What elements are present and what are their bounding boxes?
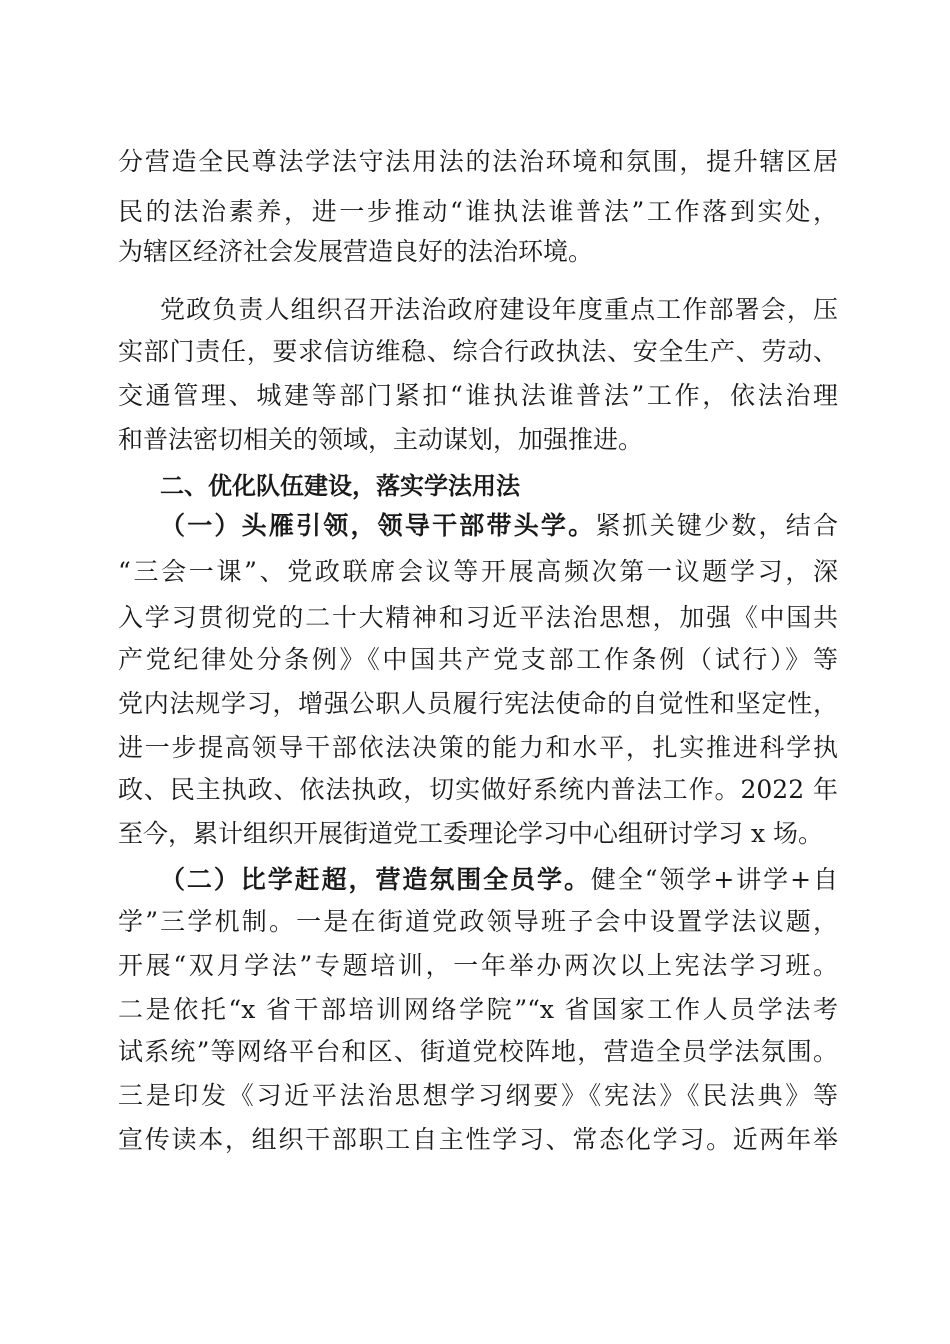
text-line: 学”三学机制。一是在街道党政领导班子会中设置学法议题，: [118, 907, 838, 936]
text-line: 和普法密切相关的领域，主动谋划，加强推进。: [118, 425, 644, 454]
text-line: 实部门责任，要求信访维稳、综合行政执法、安全生产、劳动、: [118, 337, 838, 366]
text-line: 交通管理、城建等部门紧扣“谁执法谁普法”工作，依法治理: [118, 381, 838, 410]
text-line: 宣传读本，组织干部职工自主性学习、常态化学习。近两年举: [118, 1125, 838, 1154]
text-line: “三会一课”、党政联席会议等开展高频次第一议题学习，深: [118, 557, 838, 586]
text-line: 三是印发《习近平法治思想学习纲要》《宪法》《民法典》等: [118, 1081, 838, 1110]
text-line: 二是依托“x 省干部培训网络学院”“x 省国家工作人员学法考: [118, 995, 838, 1024]
text-line: 至今，累计组织开展街道党工委理论学习中心组研讨学习 x 场。: [118, 819, 823, 848]
text-span: 紧抓关键少数，结合: [595, 511, 838, 540]
subheading-number: （一）: [160, 511, 242, 540]
subheading: 头雁引领，领导干部带头学。: [241, 511, 596, 540]
text-line: 产党纪律处分条例》《中国共产党支部工作条例（试行）》等: [118, 645, 838, 674]
paragraph-line: [160, 860, 838, 900]
text-line: 分营造全民尊法学法守法用法的法治环境和氛围，提升辖区居: [118, 147, 838, 176]
paragraph-line: [160, 506, 838, 546]
text-line: 政、民主执政、依法执政，切实做好系统内普法工作。2022 年: [118, 775, 838, 804]
text-line: 民的法治素养，进一步推动“谁执法谁普法”工作落到实处，: [118, 197, 838, 226]
text-line: 党内法规学习，增强公职人员履行宪法使命的自觉性和坚定性，: [118, 689, 838, 718]
text-span: 健全“领学+讲学+自: [590, 865, 838, 894]
section-heading: 二、优化队伍建设，落实学法用法: [160, 472, 520, 500]
subheading: 比学赶超，营造氛围全员学。: [240, 865, 591, 894]
text-line: 党政负责人组织召开法治政府建设年度重点工作部署会，压: [160, 295, 838, 324]
text-line: 为辖区经济社会发展营造良好的法治环境。: [118, 237, 594, 266]
text-line: 试系统”等网络平台和区、街道党校阵地，营造全员学法氛围。: [118, 1037, 838, 1066]
subheading-number: （二）: [160, 865, 241, 894]
text-line: 入学习贯彻党的二十大精神和习近平法治思想，加强《中国共: [118, 603, 838, 632]
text-line: 进一步提高领导干部依法决策的能力和水平，扎实推进科学执: [118, 733, 838, 762]
text-line: 开展“双月学法”专题培训，一年举办两次以上宪法学习班。: [118, 951, 838, 980]
